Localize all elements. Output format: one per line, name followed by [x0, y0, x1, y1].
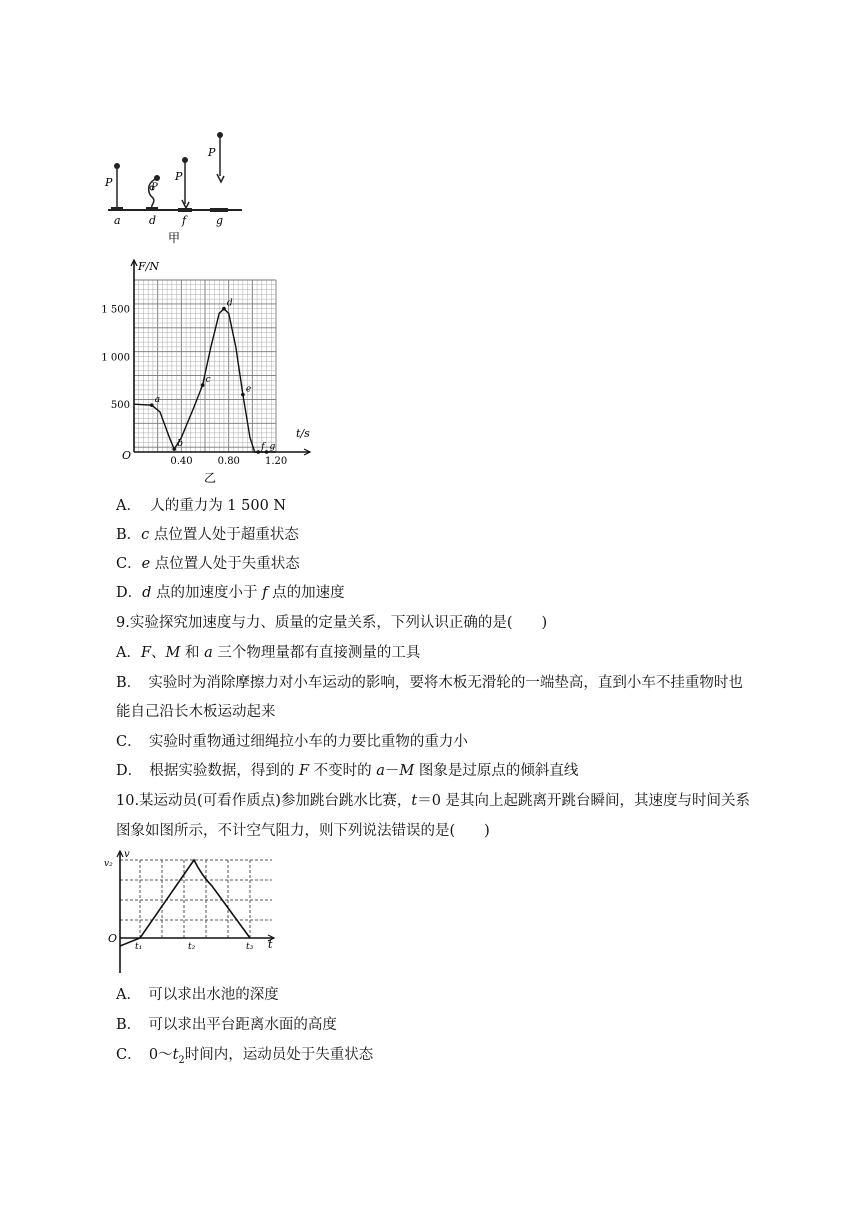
option-var: d: [142, 585, 152, 601]
q9-option-b-line1: B． 实验时为消除摩擦力对小车运动的影响，要将木板无滑轮的一端垫高，直到小车不挂重物时也: [116, 675, 743, 691]
point-a: [150, 403, 154, 407]
option-key: A．: [116, 645, 141, 661]
v-axis-label: v: [124, 849, 130, 860]
option-var: c: [141, 527, 150, 543]
q8-option-d: [116, 583, 345, 603]
point-g: [265, 450, 269, 454]
y-tick-label: 500: [110, 400, 130, 412]
label-d: d: [149, 214, 157, 227]
person-figure-g: [210, 132, 228, 212]
option-text: 和: [180, 645, 205, 661]
option-var: a: [204, 645, 213, 661]
person-figure-d: [146, 175, 160, 211]
q10-option-a: A． 可以求出水池的深度: [116, 987, 279, 1003]
t3-label: t₃: [246, 942, 254, 952]
q9-option-b-line2: 能自己沿长木板运动起来: [116, 704, 276, 720]
option-text: 三个物理量都有直接测量的工具: [212, 645, 421, 661]
option-text: 不变时的: [309, 763, 377, 779]
figure-jia: [100, 128, 250, 248]
label-g: g: [216, 214, 224, 227]
option-key: D．: [116, 585, 143, 601]
q9-option-d: [116, 761, 578, 781]
q10-stem-line1: [116, 791, 750, 811]
q8-option-a: [116, 496, 286, 516]
option-key: B．: [116, 527, 142, 543]
q10-option-c: [116, 1045, 373, 1071]
origin-label: O: [108, 932, 118, 945]
option-text: C． 0～: [116, 1047, 173, 1063]
option-key: A．: [116, 498, 141, 514]
point-f: [256, 450, 260, 454]
q10-stem-line2: 图象如图所示，不计空气阻力，则下列说法错误的是( ): [116, 823, 490, 839]
point-label-c: c: [205, 375, 211, 386]
option-text: 点位置人处于超重状态: [149, 527, 299, 543]
point-label-a: a: [154, 395, 161, 406]
x-tick-label: 0.80: [217, 456, 240, 467]
option-text: 点位置人处于失重状态: [150, 556, 300, 572]
curve-points: [150, 299, 276, 454]
figure-yi-caption: 乙: [204, 471, 217, 485]
q9-stem: 9.实验探究加速度与力、质量的定量关系，下列认识正确的是( ): [116, 615, 548, 631]
point-e: [241, 393, 245, 397]
graph-grid: [120, 860, 272, 938]
chart-grid: [134, 280, 276, 452]
point-c: [201, 383, 205, 387]
option-text: 图象是过原点的倾斜直线: [414, 763, 579, 779]
t2-label: t₂: [188, 942, 196, 952]
option-var: F: [140, 645, 152, 661]
q9-option-a: [116, 643, 420, 663]
option-text: 点的加速度小于: [151, 585, 263, 601]
option-var: f: [262, 585, 268, 601]
option-text: D． 根据实验数据，得到的: [116, 763, 299, 779]
option-var: e: [141, 556, 151, 572]
option-var: t: [172, 1047, 179, 1063]
option-sub: 2: [178, 1054, 185, 1066]
label-p-f: P: [175, 170, 183, 183]
point-d: [222, 307, 226, 311]
q8-option-b: [116, 525, 299, 545]
option-text: 点的加速度: [267, 585, 345, 601]
point-label-g: g: [269, 442, 276, 452]
option-text: 人的重力为 1 500 N: [150, 498, 287, 514]
label-p-d: P: [151, 182, 158, 193]
option-var: M: [165, 645, 181, 661]
t1-label: t₁: [135, 942, 143, 952]
y-tick-label: 1 500: [101, 304, 130, 316]
x-tick-label: 1.20: [265, 456, 288, 467]
origin-label: O: [122, 449, 132, 462]
option-key: C．: [116, 556, 142, 572]
y-axis-label: F/N: [138, 260, 159, 273]
label-p-a: P: [105, 176, 113, 189]
figure-vt-graph: [102, 848, 282, 976]
option-var: a: [376, 763, 385, 779]
point-b: [172, 447, 176, 451]
option-text: 时间内，运动员处于失重状态: [184, 1047, 374, 1063]
v2-label: v₂: [104, 859, 113, 869]
point-label-b: b: [177, 439, 183, 450]
option-var: M: [399, 763, 415, 779]
point-label-f: f: [261, 442, 265, 452]
q8-option-c: [116, 554, 300, 574]
stem-var: t: [411, 793, 418, 809]
figure-yi: [100, 256, 320, 488]
x-axis-label: t/s: [296, 427, 310, 440]
stem-text: 10.某运动员(可看作质点)参加跳台跳水比赛，: [116, 793, 412, 809]
label-a: a: [114, 214, 121, 227]
t-axis-label: t: [268, 938, 273, 951]
option-text: 、: [151, 645, 166, 661]
stem-text: ＝0 是其向上起跳离开跳台瞬间，其速度与时间关系: [417, 793, 751, 809]
q10-option-b: B． 可以求出平台距离水面的高度: [116, 1017, 337, 1033]
option-text: －: [384, 763, 400, 779]
option-var: F: [298, 763, 310, 779]
label-p-g: P: [208, 146, 216, 159]
point-label-d: d: [226, 298, 233, 309]
x-tick-label: 0.40: [170, 456, 193, 467]
q9-option-c: C． 实验时重物通过细绳拉小车的力要比重物的重力小: [116, 734, 468, 750]
person-figure-a: [111, 163, 123, 211]
figure-jia-caption: 甲: [168, 231, 181, 245]
person-figure-f: [178, 157, 192, 212]
y-tick-label: 1 000: [101, 352, 130, 364]
label-f: f: [182, 214, 187, 227]
point-label-e: e: [245, 384, 252, 395]
